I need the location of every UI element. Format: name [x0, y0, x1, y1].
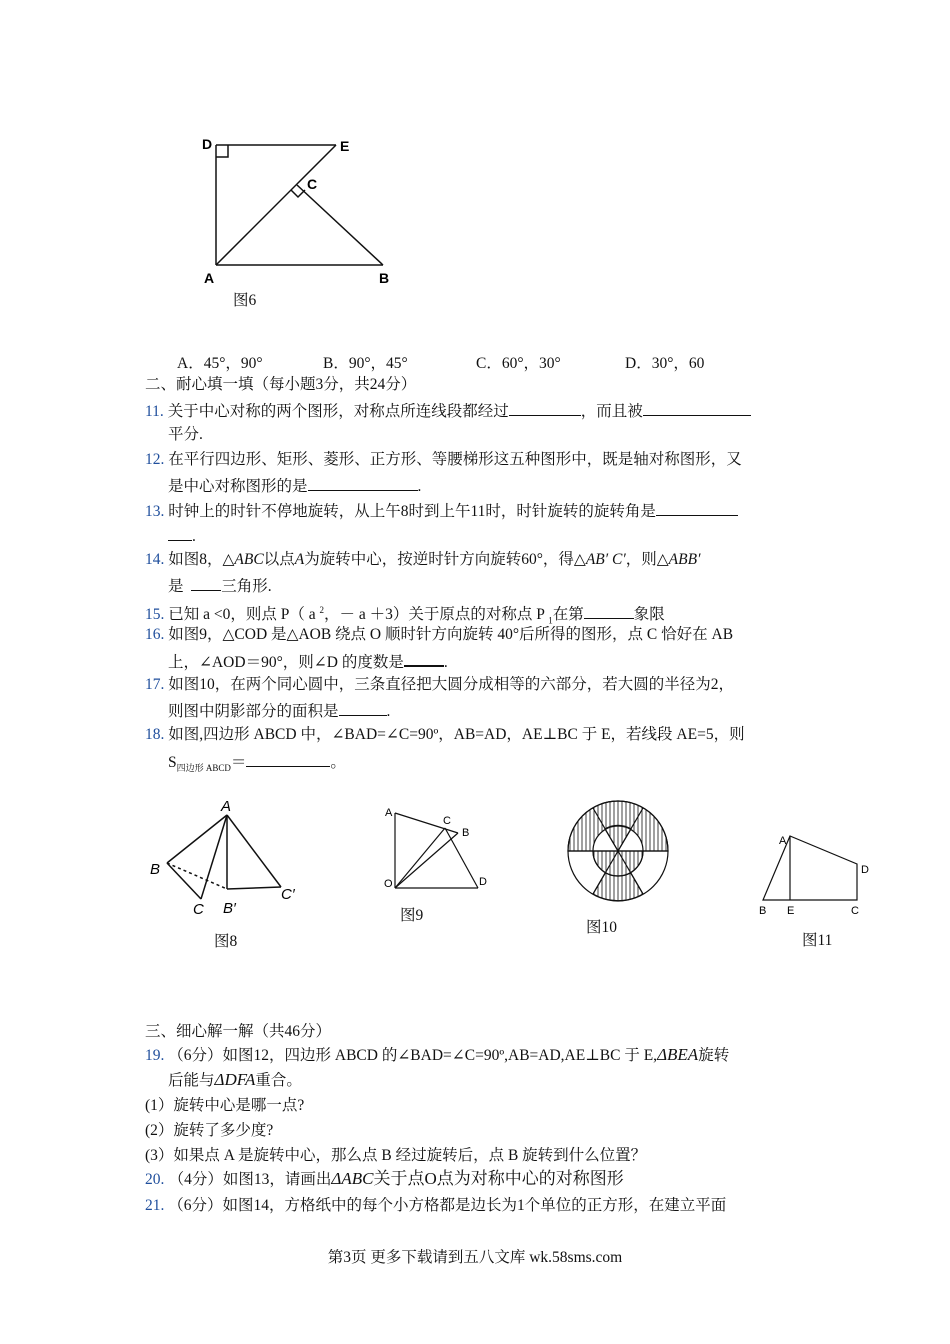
question-number: 21. — [145, 1197, 165, 1214]
question-number: 18. — [145, 726, 165, 743]
question-number: 17. — [145, 676, 165, 693]
label-E: E — [340, 138, 350, 154]
segment-AC — [201, 815, 227, 899]
question-14-cont: 是 三角形. — [168, 575, 272, 597]
blank[interactable] — [191, 575, 221, 591]
label-A: A — [221, 798, 232, 815]
question-12-cont: 是中心对称图形的是 . — [168, 475, 421, 497]
question-number: 11. — [145, 403, 164, 420]
question-16: 16. 如图9，△COD 是△AOB 绕点 O 顺时针方向旋转 40°后所得的图形，点 C 恰好在 AB — [145, 626, 734, 643]
option-c: C．60°，30° — [476, 355, 561, 372]
blank[interactable] — [404, 650, 444, 667]
question-19: 19. （6分）如图12，四边形 ABCD 的∠BAD=∠C=90º,AB=AD,AE⊥BC 于 E,ΔBEA旋转 — [145, 1045, 730, 1064]
figure-11 — [755, 828, 875, 920]
blank[interactable] — [656, 500, 738, 516]
right-angle-mark-D — [216, 145, 228, 157]
label-D: D — [202, 136, 213, 152]
segment-BB1 — [167, 863, 227, 889]
figure-6 — [195, 130, 405, 290]
blank[interactable] — [168, 525, 192, 541]
label-B: B — [462, 827, 470, 839]
question-12: 12. 在平行四边形、矩形、菱形、正方形、等腰梯形这五种图形中，既是轴对称图形，又 — [145, 451, 742, 468]
figure-9 — [380, 800, 495, 900]
question-11: 11. 关于中心对称的两个图形，对称点所连线段都经过 ，而且被 — [145, 400, 751, 422]
section-3-heading: 三、细心解一解（共46分） — [145, 1023, 332, 1040]
label-D: D — [479, 876, 487, 888]
question-14: 14. 如图8，△ABC以点A为旋转中心，按逆时针方向旋转60°，得△AB′ C′，则△ABB′ — [145, 551, 701, 568]
question-19-part-3: (3）如果点 A 是旋转中心，那么点 B 经过旋转后，点 B 旋转到什么位置？ — [145, 1147, 647, 1164]
segment-CB — [297, 185, 383, 265]
figure-11-caption: 图11 — [802, 932, 833, 949]
question-21: 21. （6分）如图14，方格纸中的每个小方格都是边长为1个单位的正方形，在建立平面 — [145, 1197, 727, 1214]
figure-8 — [145, 795, 305, 925]
label-A: A — [779, 835, 787, 847]
figure-8-caption: 图8 — [214, 933, 238, 950]
question-number: 16. — [145, 626, 165, 643]
figure-10-caption: 图10 — [586, 919, 618, 936]
blank[interactable] — [308, 475, 418, 491]
label-B: B — [759, 905, 767, 917]
question-19-part-2: (2）旋转了多少度? — [145, 1122, 274, 1139]
quadrilateral-ABCD — [763, 836, 857, 900]
question-16-cont: 上，∠AOD＝90°，则∠D 的度数是 . — [168, 650, 448, 673]
question-19-part-1: (1）旋转中心是哪一点? — [145, 1097, 305, 1114]
label-B: B — [150, 861, 161, 878]
segment-AC1 — [227, 815, 281, 887]
blank[interactable] — [509, 400, 581, 416]
label-C: C — [851, 905, 859, 917]
label-C: C — [193, 901, 204, 918]
segment-OB — [395, 833, 458, 888]
option-a: A．45°，90° — [177, 355, 263, 372]
label-A: A — [385, 807, 393, 819]
question-number: 15. — [145, 606, 165, 624]
segment-B1C1 — [227, 887, 281, 889]
figure-10 — [560, 793, 676, 909]
question-number: 19. — [145, 1047, 165, 1064]
segment-OC — [395, 828, 445, 888]
inner-shaded-lower — [593, 851, 643, 876]
label-C: C — [307, 176, 318, 192]
blank[interactable] — [643, 400, 751, 416]
blank[interactable] — [584, 603, 634, 619]
label-A: A — [204, 270, 215, 286]
blank[interactable] — [246, 751, 330, 767]
question-number: 14. — [145, 551, 165, 568]
question-20: 20. （4分）如图13，请画出ΔABC关于点O点为对称中心的对称图形 — [145, 1169, 624, 1188]
question-13-cont: . — [168, 525, 196, 547]
option-b: B．90°，45° — [323, 355, 408, 372]
question-18-cont: $S_{四边形 ABCD}=$ 。 — [168, 751, 346, 778]
blank[interactable] — [339, 700, 387, 716]
question-17-cont: 则图中阴影部分的面积是 . — [168, 700, 390, 722]
question-17: 17. 如图10，在两个同心圆中，三条直径把大圆分成相等的六部分，若大圆的半径为2， — [145, 676, 735, 693]
option-d: D．30°，60 — [625, 355, 705, 372]
question-11-cont: 平分. — [168, 426, 203, 443]
question-15: 15. 已知 a <0，则点 P（ a $^2$，－ a ＋3）关于原点的对称点 P $_1$在第 象限 — [145, 605, 665, 626]
label-B1: B′ — [223, 900, 236, 917]
question-19-cont: 后能与ΔDFA重合。 — [168, 1070, 302, 1089]
segment-AB — [167, 815, 227, 863]
label-C: C — [443, 815, 451, 827]
page-footer: 第3页 更多下载请到五八文库 wk.58sms.com — [327, 1249, 623, 1266]
section-2-heading: 二、耐心填一填（每小题3分，共24分） — [145, 376, 417, 393]
label-O: O — [384, 878, 393, 890]
figure-6-caption: 图6 — [233, 292, 257, 309]
question-number: 13. — [145, 503, 165, 520]
question-13: 13. 时钟上的时针不停地旋转，从上午8时到上午11时，时针旋转的旋转角是 — [145, 500, 738, 522]
label-E: E — [787, 905, 795, 917]
label-C1: C′ — [281, 886, 295, 903]
label-D: D — [861, 864, 869, 876]
question-18: 18. 如图,四边形 ABCD 中，∠BAD=∠C=90º，AB=AD，AE⊥BC 于 E，若线段 AE=5，则 — [145, 726, 745, 743]
label-B: B — [379, 270, 390, 286]
segment-BC — [167, 863, 201, 899]
figure-9-caption: 图9 — [400, 907, 424, 924]
question-number: 20. — [145, 1171, 165, 1188]
right-angle-mark-C — [291, 190, 305, 197]
question-number: 12. — [145, 451, 165, 468]
